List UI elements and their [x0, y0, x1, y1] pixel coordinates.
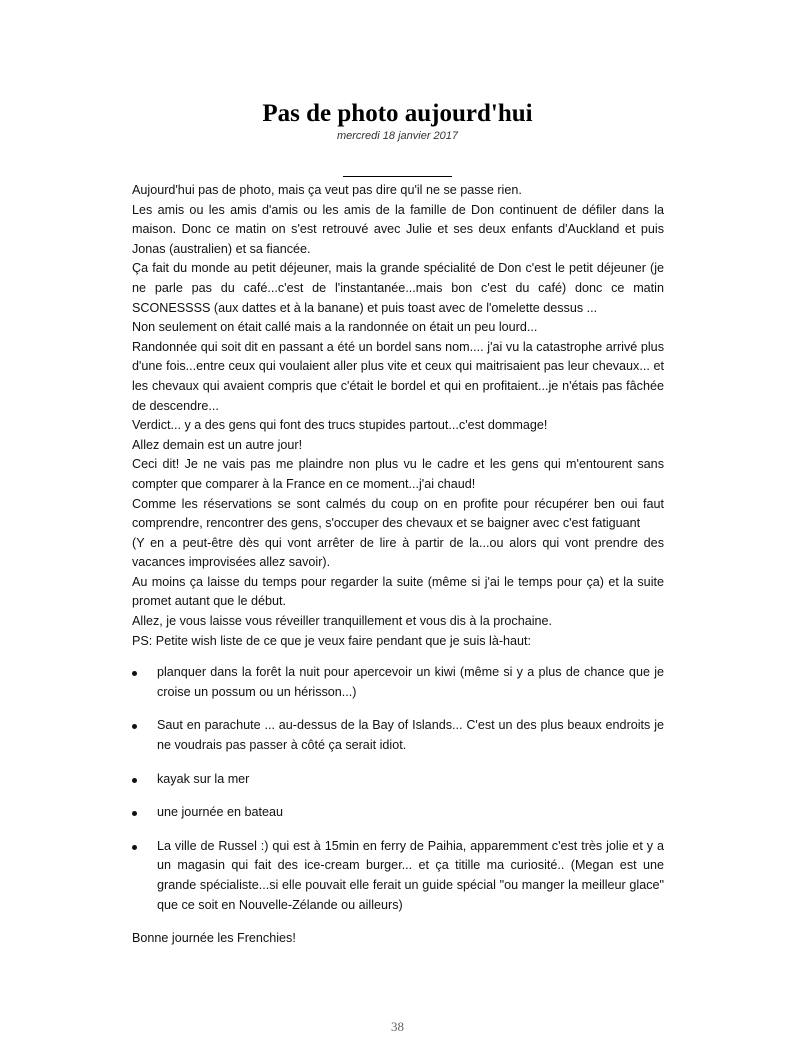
list-item-text: La ville de Russel :) qui est à 15min en ferry de Paihia, apparemment c'est très jolie et y a un magasin qui fait des ice-cream burger... et ça titille ma curiosité.. (Megan est une grande spécialiste...si elle pouvait elle ferait un guide spécial "ou manger la meilleur glace" que ce soit en Nouvelle-Zélande ou ailleurs) — [157, 838, 664, 912]
post-body — [132, 181, 664, 949]
post-date: mercredi 18 janvier 2017 — [336, 130, 459, 142]
list-item — [132, 803, 664, 823]
list-item — [132, 716, 664, 755]
page-title: Pas de photo aujourd'hui — [262, 100, 533, 127]
paragraph: PS: Petite wish liste de ce que je veux faire pendant que je suis là-haut: — [132, 633, 532, 648]
paragraph: Ça fait du monde au petit déjeuner, mais la grande spécialité de Don c'est le petit déjeuner (je ne parle pas du café...c'est de l'instantanée...mais bon c'est du café) donc ce matin SCONESSSS (aux dattes et à la banane) et puis toast avec de l'omelette dessus ... — [132, 261, 664, 315]
paragraph: Randonnée qui soit dit en passant a été un bordel sans nom.... j'ai vu la catastrophe arrivé plus d'une fois...entre ceux qui voulaient aller plus vite et ceux qui maitrisaient pas leur chevaux... et les chevaux qui avaient compris que c'était le bordel et qui en profitaient...je n'étais pas fâchée de descendre... — [132, 339, 664, 413]
list-item-text: planquer dans la forêt la nuit pour apercevoir un kiwi (même si y a plus de chance que je croise un possum ou un hérisson...) — [157, 665, 664, 699]
bullet-icon — [132, 778, 137, 783]
list-item-text: kayak sur la mer — [157, 771, 250, 786]
wish-list — [132, 663, 664, 915]
paragraph: Au moins ça laisse du temps pour regarder la suite (même si j'ai le temps pour ça) et la suite promet autant que le début. — [132, 574, 664, 609]
paragraph: Ceci dit! Je ne vais pas me plaindre non plus vu le cadre et les gens qui m'entourent sans compter que comparer à la France en ce moment...j'ai chaud! — [132, 457, 664, 491]
list-item-text: une journée en bateau — [157, 805, 284, 820]
bullet-icon — [132, 724, 137, 729]
paragraph: Non seulement on était callé mais a la randonnée on était un peu lourd... — [132, 320, 538, 335]
paragraph: Allez demain est un autre jour! — [132, 437, 303, 452]
paragraph: Aujourd'hui pas de photo, mais ça veut pas dire qu'il ne se passe rien. — [132, 183, 522, 197]
paragraph: Allez, je vous laisse vous réveiller tranquillement et vous dis à la prochaine. — [132, 614, 553, 629]
page-number: 38 — [391, 1019, 404, 1034]
paragraph: Comme les réservations se sont calmés du coup on en profite pour récupérer ben oui faut comprendre, rencontrer des gens, s'occuper des chevaux et se baigner avec c'est fatiguant — [132, 496, 664, 531]
paragraph: Verdict... y a des gens qui font des trucs stupides partout...c'est dommage! — [132, 418, 548, 433]
list-item-text: Saut en parachute ... au-dessus de la Bay of Islands... C'est un des plus beaux endroits je ne voudrais pas passer à côté ça serait idiot. — [157, 718, 664, 753]
bullet-icon — [132, 811, 137, 816]
paragraph: Les amis ou les amis d'amis ou les amis de la famille de Don continuent de défiler dans la maison. Donc ce matin on s'est retrouvé avec Julie et ses deux enfants d'Auckland et puis Jonas (australien) et sa fiancée. — [132, 202, 664, 256]
bullet-icon — [132, 671, 137, 676]
paragraph: (Y en a peut-être dès qui vont arrêter de lire à partir de la...ou alors qui vont prendre des vacances improvisées allez savoir). — [132, 535, 664, 570]
list-item — [132, 663, 664, 702]
title-divider — [343, 176, 452, 177]
list-item — [132, 770, 664, 790]
bullet-icon — [132, 845, 137, 850]
list-item — [132, 837, 664, 915]
signoff: Bonne journée les Frenchies! — [132, 931, 296, 946]
